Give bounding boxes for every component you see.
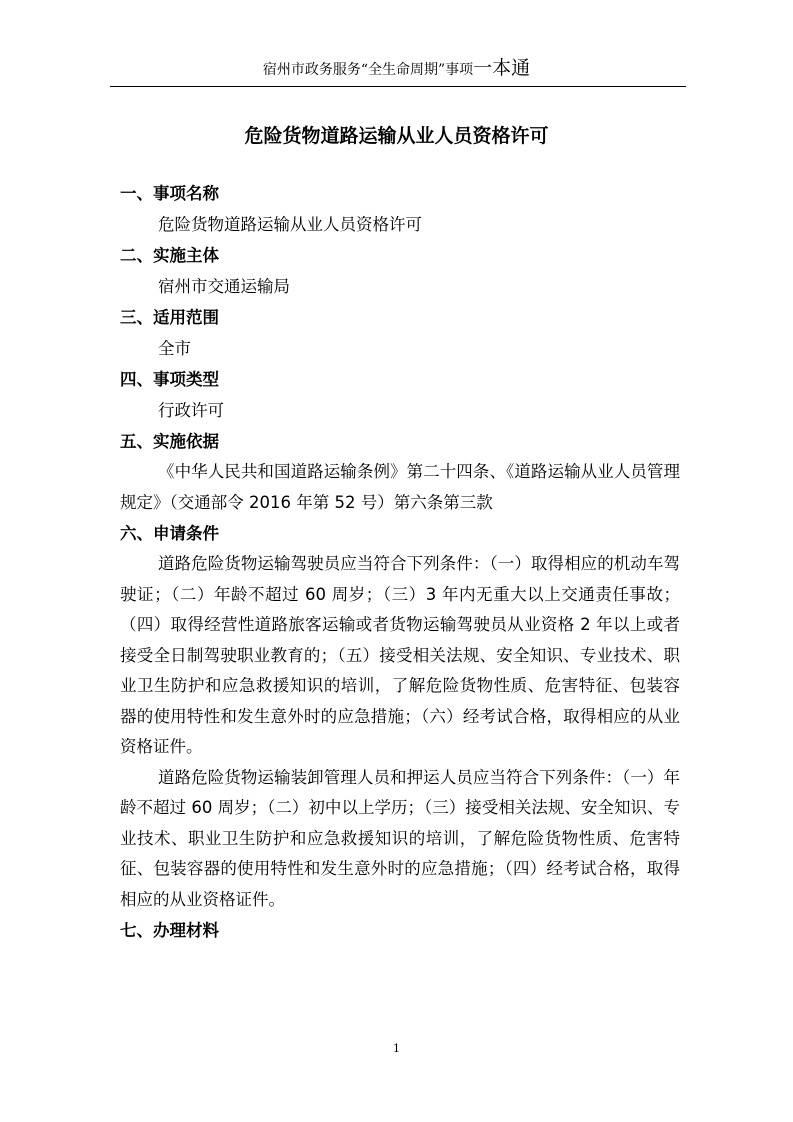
document-title: 危险货物道路运输从业人员资格许可: [244, 125, 549, 147]
section-value-scope: 全市: [158, 339, 191, 358]
section-value-item-name: 危险货物道路运输从业人员资格许可: [158, 215, 422, 234]
document-body: [120, 178, 680, 946]
section-heading-type: 四、事项类型: [120, 370, 219, 389]
section-text-basis: 《中华人民共和国道路运输条例》第二十四条、《道路运输从业人员管理规定》（交通部令 2016 年第 52 号）第六条第三款: [120, 462, 680, 512]
section-heading-scope: 三、适用范围: [120, 308, 219, 327]
conditions-paragraph-handlers: 道路危险货物运输装卸管理人员和押运人员应当符合下列条件：（一）年龄不超过 60 周岁；（二）初中以上学历；（三）接受相关法规、安全知识、专业技术、职业卫生防护和应急救援知识的培训，了解危险货物性质、危害特征、包装容器的使用特性和发生意外时的应急措施；（四）经考试合格，取得相应的从业资格证件。: [120, 767, 680, 909]
running-header-emphasis: 一本通: [473, 57, 531, 79]
running-header-text: 宿州市政务服务“全生命周期”事项: [262, 62, 474, 78]
section-heading-conditions: 六、申请条件: [120, 524, 219, 543]
section-heading-basis: 五、实施依据: [120, 432, 219, 451]
section-value-subject: 宿州市交通运输局: [158, 277, 290, 296]
section-heading-subject: 二、实施主体: [120, 246, 219, 265]
section-heading-item-name: 一、事项名称: [120, 184, 219, 203]
conditions-paragraph-drivers: 道路危险货物运输驾驶员应当符合下列条件：（一）取得相应的机动车驾驶证；（二）年龄不超过 60 周岁；（三）3 年内无重大以上交通责任事故；（四）取得经营性道路旅客运输或者货物运输驾驶员从业资格 2 年以上或者接受全日制驾驶职业教育的；（五）接受相关法规、安全知识、专业技术、职业卫生防护和应急救援知识的培训，了解危险货物性质、危害特征、包装容器的使用特性和发生意外时的应急措施；（六）经考试合格，取得相应的从业资格证件。: [120, 554, 680, 756]
section-value-type: 行政许可: [158, 401, 224, 420]
running-header: [0, 58, 793, 80]
header-rule: [110, 86, 686, 87]
page-number: 1: [393, 1042, 400, 1055]
section-heading-materials: 七、办理材料: [120, 921, 219, 940]
